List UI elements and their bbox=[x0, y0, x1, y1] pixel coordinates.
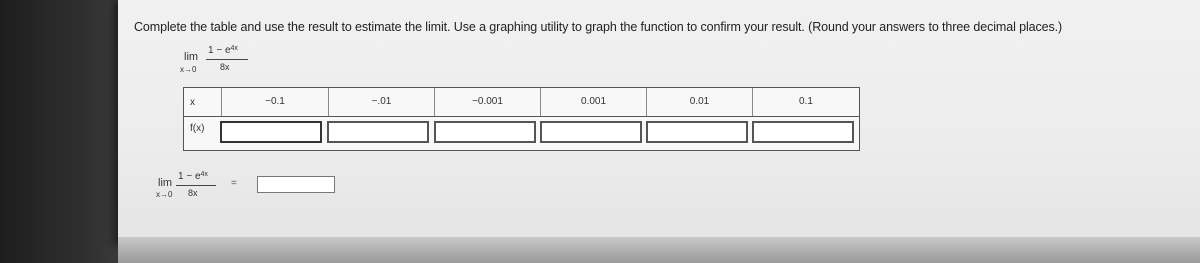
fraction-bar bbox=[176, 185, 216, 186]
denominator: 8x bbox=[220, 62, 230, 72]
x-row bbox=[184, 88, 859, 117]
x-value-cell: −0.001 bbox=[435, 88, 541, 116]
denominator: 8x bbox=[188, 188, 198, 198]
lim-approach: x→0 bbox=[156, 190, 173, 199]
x-header-cell bbox=[184, 88, 222, 116]
fx-answer-input[interactable] bbox=[220, 121, 322, 143]
fx-answer-input[interactable] bbox=[540, 121, 642, 143]
fx-header: f(x) bbox=[190, 123, 205, 134]
fx-answer-input[interactable] bbox=[646, 121, 748, 143]
monitor-bezel bbox=[0, 0, 120, 263]
numerator: $1 - e^{4x}$ bbox=[208, 45, 238, 56]
fx-answer-input[interactable] bbox=[752, 121, 854, 143]
question-instructions: Complete the table and use the result to estimate the limit. Use a graphing utility to graph the function to confirm your result. (Round your answers to three decimal places.) bbox=[134, 20, 1063, 34]
x-value-cell: 0.01 bbox=[647, 88, 753, 116]
fx-header-cell bbox=[184, 117, 222, 150]
limit-answer-input[interactable] bbox=[257, 176, 335, 193]
fx-answer-input[interactable] bbox=[327, 121, 429, 143]
value-table bbox=[183, 87, 860, 151]
lim-approach: x→0 bbox=[180, 65, 197, 74]
fraction-bar bbox=[206, 59, 248, 60]
lim-label: lim bbox=[184, 51, 199, 63]
lim-label: lim bbox=[158, 177, 173, 189]
x-value-cell: −.01 bbox=[329, 88, 435, 116]
x-value-cell: 0.1 bbox=[799, 96, 813, 107]
screen-bottom-edge bbox=[118, 237, 1200, 263]
equals-sign: = bbox=[231, 178, 237, 189]
screen bbox=[118, 0, 1200, 245]
x-header: x bbox=[190, 97, 195, 108]
fx-row bbox=[184, 117, 859, 150]
numerator: $1 - e^{4x}$ bbox=[178, 171, 208, 182]
final-limit-expression bbox=[154, 168, 234, 200]
x-value-cell: −0.1 bbox=[222, 88, 329, 116]
limit-expression bbox=[178, 44, 258, 76]
fx-answer-input[interactable] bbox=[434, 121, 536, 143]
x-value-cell: 0.001 bbox=[541, 88, 647, 116]
